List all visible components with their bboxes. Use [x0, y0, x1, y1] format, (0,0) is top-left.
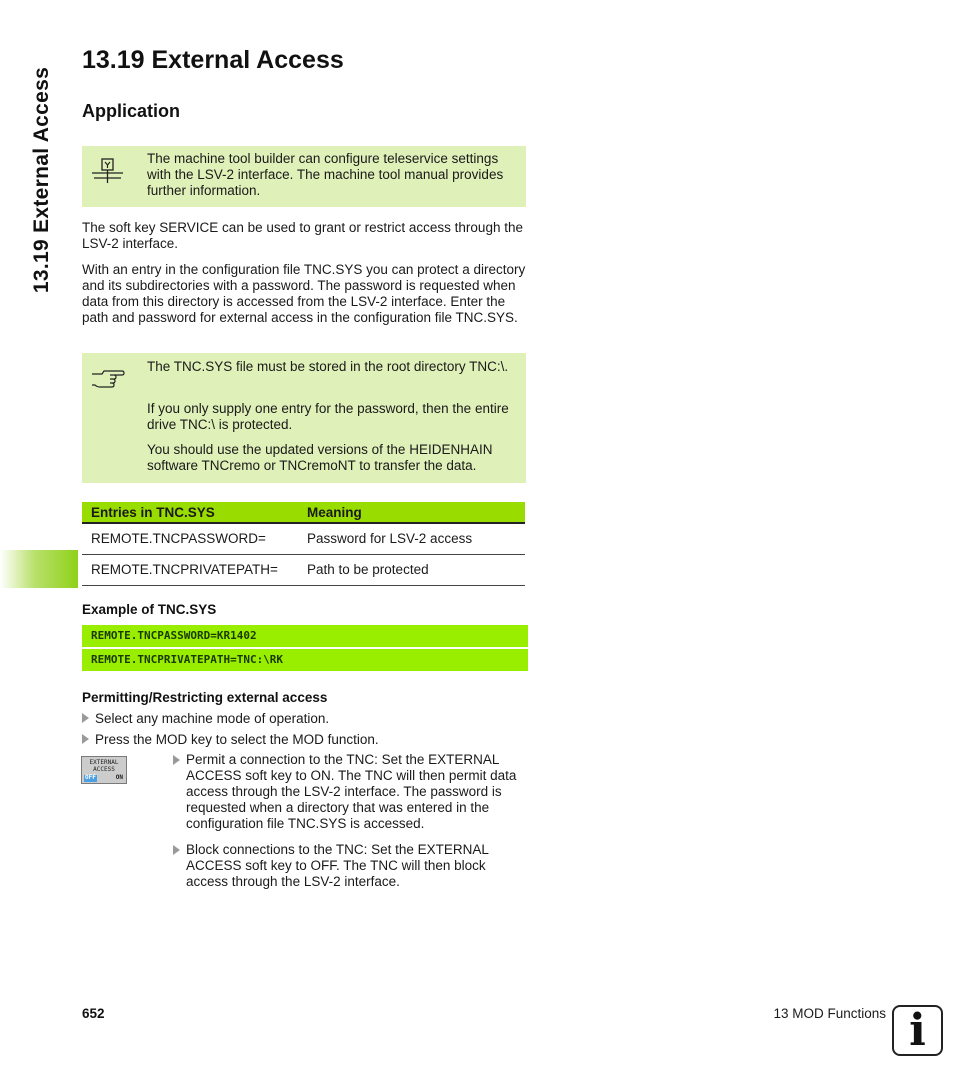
table-cell-meaning: Password for LSV-2 access — [298, 523, 525, 554]
chapter-side-title-text: 13.19 External Access — [30, 66, 53, 294]
code-line-private-path: REMOTE.TNCPRIVATEPATH=TNC:\RK — [82, 649, 528, 671]
chapter-side-title — [20, 30, 64, 330]
info-icon: i — [892, 1005, 943, 1056]
step-arrow-icon — [82, 734, 89, 744]
table-header-row — [82, 502, 525, 523]
entries-table — [82, 502, 525, 586]
step-permit-connection: Permit a connection to the TNC: Set the EXTERNAL ACCESS soft key to ON. The TNC will then permit data access through the LSV-2 interface. The password is requested when a directory that was entered in the configuration file TNC.SYS is accessed. — [186, 752, 517, 831]
paragraph-soft-key-service: The soft key SERVICE can be used to grant or restrict access through the LSV-2 interface. — [82, 220, 523, 251]
softkey-on-state: ON — [115, 774, 123, 781]
permit-heading: Permitting/Restricting external access — [82, 690, 328, 705]
softkey-off-state: OFF — [85, 774, 96, 781]
note-tnc-sys-item-3: You should use the updated versions of the HEIDENHAIN software TNCremo or TNCremoNT to transfer the data. — [147, 442, 493, 473]
section-heading: Application — [82, 101, 180, 121]
step-arrow-icon — [82, 713, 89, 723]
table-row — [82, 554, 525, 585]
step-press-mod — [82, 732, 379, 748]
page-number: 652 — [82, 1006, 105, 1021]
paragraph-configuration-file: With an entry in the configuration file TNC.SYS you can protect a directory and its subdirectories with a password. The password is requested when data from this directory is accessed from the LSV-2 interface. Enter the path and password for external access in the configuration file TNC.SYS. — [82, 262, 526, 325]
note-tnc-sys-item-1: The TNC.SYS file must be stored in the root directory TNC:\. — [147, 359, 509, 374]
table-cell-entry: REMOTE.TNCPASSWORD= — [82, 523, 298, 554]
table-cell-entry: REMOTE.TNCPRIVATEPATH= — [82, 554, 298, 585]
step-press-mod-text: Press the MOD key to select the MOD function. — [95, 732, 379, 747]
note-tnc-sys-item-2: If you only supply one entry for the password, then the entire drive TNC:\ is protected. — [147, 401, 509, 432]
step-arrow-icon — [173, 845, 180, 855]
note-machine-builder — [82, 146, 526, 207]
machine-icon — [90, 156, 126, 189]
pointing-hand-icon — [90, 365, 126, 394]
step-block-connection: Block connections to the TNC: Set the EXTERNAL ACCESS soft key to OFF. The TNC will then block access through the LSV-2 interface. — [186, 842, 489, 889]
table-cell-meaning: Path to be protected — [298, 554, 525, 585]
chapter-tab-marker — [0, 550, 78, 588]
page-title: 13.19 External Access — [82, 46, 344, 74]
step-arrow-icon — [173, 755, 180, 765]
external-access-softkey[interactable] — [81, 756, 127, 784]
softkey-label-line-1: EXTERNAL — [89, 759, 119, 766]
softkey-label-line-2: ACCESS — [93, 766, 115, 773]
footer-chapter: 13 MOD Functions — [773, 1006, 886, 1021]
code-line-password: REMOTE.TNCPASSWORD=KR1402 — [82, 625, 528, 647]
table-header-meaning: Meaning — [298, 502, 525, 523]
step-select-mode-text: Select any machine mode of operation. — [95, 711, 330, 726]
table-row — [82, 523, 525, 554]
step-select-mode — [82, 711, 329, 727]
table-header-entries: Entries in TNC.SYS — [82, 502, 298, 523]
example-heading: Example of TNC.SYS — [82, 602, 217, 617]
note-machine-builder-text: The machine tool builder can configure teleservice settings with the LSV-2 interface. The machine tool manual provides further information. — [147, 151, 504, 198]
note-tnc-sys — [82, 353, 526, 483]
